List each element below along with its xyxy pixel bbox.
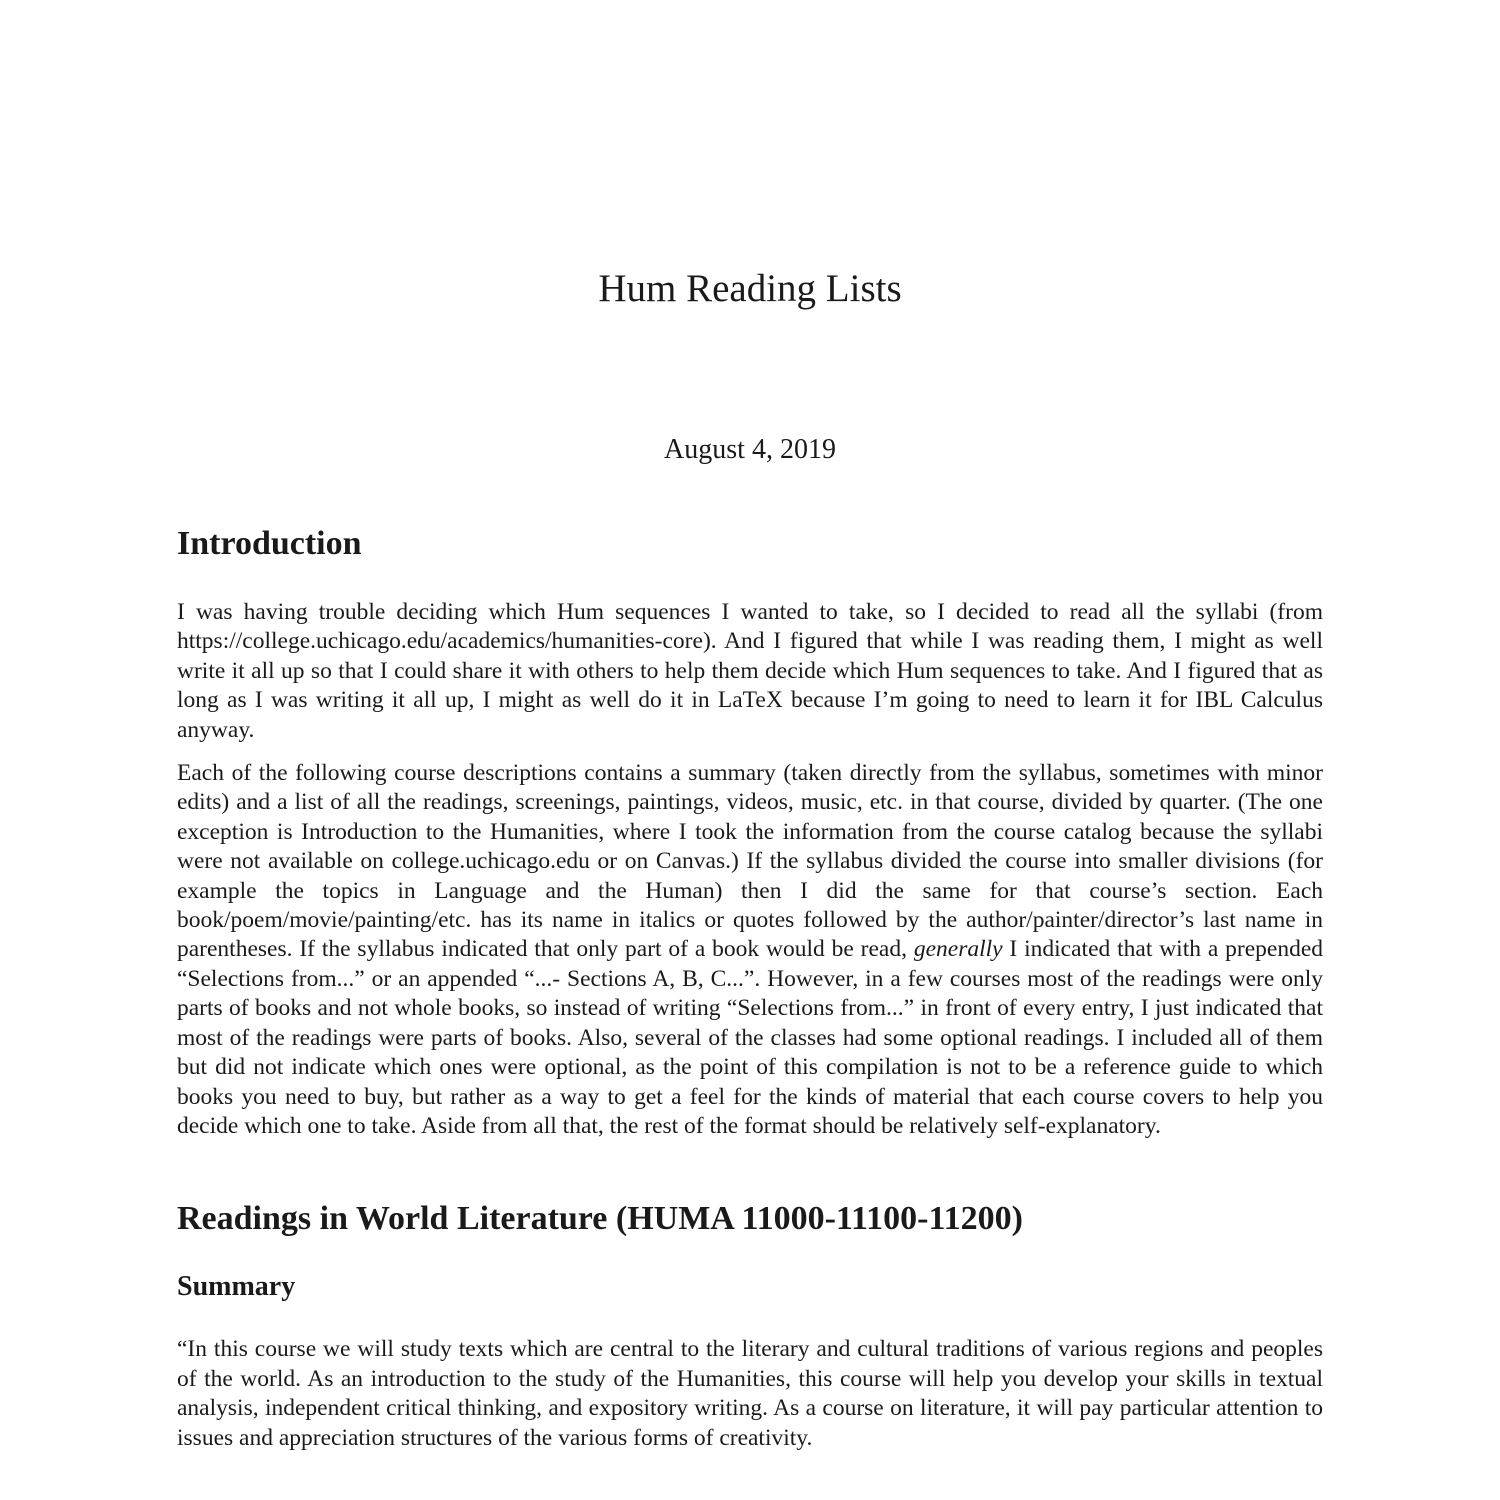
summary-paragraph: “In this course we will study texts which are central to the literary and cultural traditions of various regions and peoples of the world. As an introduction to the study of the Humanities, this course will help you develop your skills in textual analysis, independent critical thinking, and expository writing. As a course on literature, it will pay particular attention to issues and appreciation structures of the various forms of creativity. — [177, 1336, 1323, 1451]
document-body — [177, 520, 1323, 1453]
introduction-heading: Introduction — [177, 525, 362, 562]
introduction-paragraph-1: I was having trouble deciding which Hum sequences I wanted to take, so I decided to read all the syllabi (from https://college.uchicago.edu/academics/humanities-core). And I figured that while I was reading them, I might as well write it all up so that I could share it with others to help them decide which Hum sequences to take. And I figured that as long as I was writing it all up, I might as well do it in LaTeX because I’m going to need to learn it for IBL Calculus anyway. — [177, 599, 1323, 743]
introduction-paragraph-2 — [177, 759, 1323, 1141]
introduction-paragraph-2-text-b: I indicated that with a prepended “Selections from...” or an appended “...- Sections A, B, C...”. However, in a few courses most of the readings were only parts of books and not whole books, so instead of writing “Selections from...” in front of every entry, I just indicated that most of the readings were parts of books. Also, several of the classes had some optional readings. I included all of them but did not indicate which ones were optional, as the point of this compilation is not to be a reference guide to which books you need to buy, but rather as a way to get a feel for the kinds of material that each course covers to help you decide which one to take. Aside from all that, the rest of the format should be relatively self-explanatory. — [177, 936, 1323, 1139]
introduction-paragraph-2-emphasis: generally — [913, 936, 1003, 963]
summary-subheading: Summary — [177, 1271, 296, 1303]
world-literature-heading: Readings in World Literature (HUMA 11000-11100-11200) — [177, 1200, 1023, 1238]
introduction-paragraph-2-text-a: Each of the following course descriptions contains a summary (taken directly from the syllabus, sometimes with minor edits) and a list of all the readings, screenings, paintings, videos, music, etc. in that course, divided by quarter. (The one exception is Introduction to the Humanities, where I took the information from the course catalog because the syllabi were not available on college.uchicago.edu or on Canvas.) If the syllabus divided the course into smaller divisions (for example the topics in Language and the Human) then I did the same for that course’s section. Each book/poem/movie/painting/etc. has its name in italics or quotes followed by the author/painter/director’s last name in parentheses. If the syllabus indicated that only part of a book would be read, — [177, 760, 1323, 963]
document-title: Hum Reading Lists — [598, 267, 902, 310]
document-date: August 4, 2019 — [664, 434, 836, 465]
